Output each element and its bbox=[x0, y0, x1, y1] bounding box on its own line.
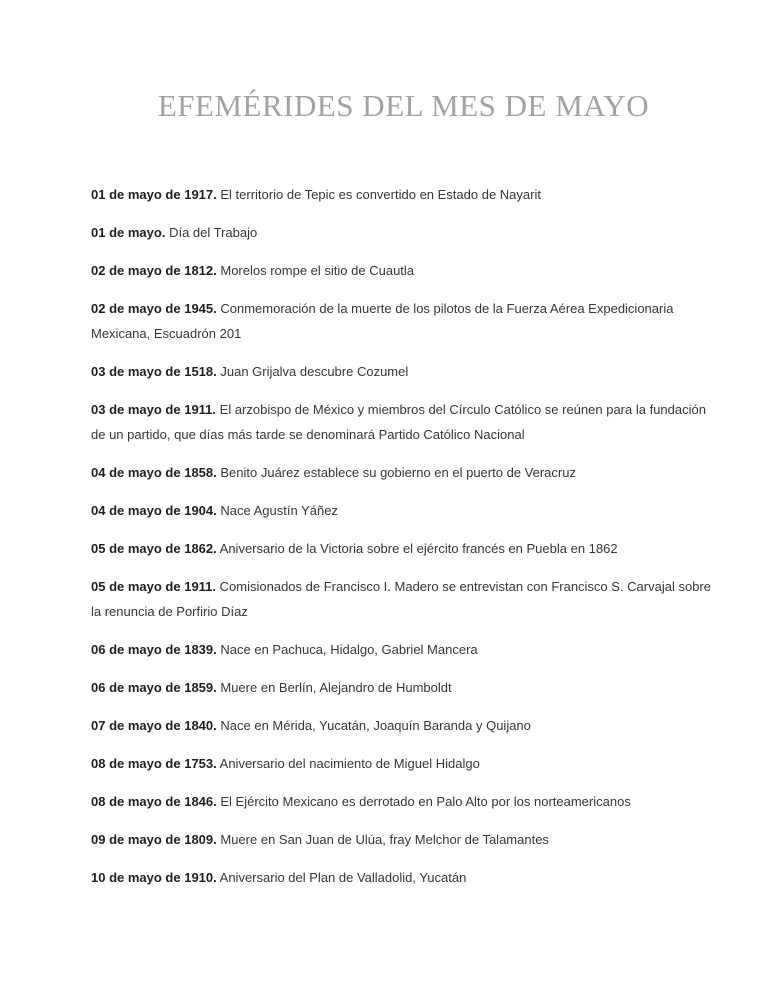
event-description: Comisionados de Francisco I. Madero se entrevistan con Francisco S. Carvajal sobre la renuncia de Porfirio Díaz bbox=[91, 579, 711, 619]
event-date: 07 de mayo de 1840. bbox=[91, 718, 217, 733]
list-item bbox=[91, 460, 716, 485]
list-item bbox=[91, 751, 716, 776]
event-date: 06 de mayo de 1839. bbox=[91, 642, 217, 657]
event-description: El territorio de Tepic es convertido en Estado de Nayarit bbox=[220, 187, 541, 202]
event-date: 09 de mayo de 1809. bbox=[91, 832, 217, 847]
list-item bbox=[91, 675, 716, 700]
event-date: 04 de mayo de 1858. bbox=[91, 465, 217, 480]
event-description: Morelos rompe el sitio de Cuautla bbox=[220, 263, 415, 278]
event-description: El arzobispo de México y miembros del Círculo Católico se reúnen para la fundación de un partido, que días más tarde se denominará Partido Católico Nacional bbox=[91, 402, 706, 442]
list-item bbox=[91, 789, 716, 814]
event-description: Juan Grijalva descubre Cozumel bbox=[220, 364, 409, 379]
event-description: Día del Trabajo bbox=[169, 225, 258, 240]
event-date: 08 de mayo de 1753. bbox=[91, 756, 217, 771]
event-description: El Ejército Mexicano es derrotado en Palo Alto por los norteamericanos bbox=[220, 794, 631, 809]
event-description: Muere en Berlín, Alejandro de Humboldt bbox=[220, 680, 452, 695]
list-item bbox=[91, 637, 716, 662]
list-item bbox=[91, 498, 716, 523]
list-item bbox=[91, 536, 716, 561]
event-description: Conmemoración de la muerte de los pilotos de la Fuerza Aérea Expedicionaria Mexicana, Escuadrón 201 bbox=[91, 301, 674, 341]
event-date: 10 de mayo de 1910. bbox=[91, 870, 217, 885]
event-date: 02 de mayo de 1945. bbox=[91, 301, 217, 316]
list-item bbox=[91, 574, 716, 624]
event-date: 02 de mayo de 1812. bbox=[91, 263, 217, 278]
event-description: Nace en Pachuca, Hidalgo, Gabriel Mancera bbox=[220, 642, 478, 657]
list-item bbox=[91, 827, 716, 852]
list-item bbox=[91, 713, 716, 738]
event-date: 06 de mayo de 1859. bbox=[91, 680, 217, 695]
event-description: Nace Agustín Yáñez bbox=[220, 503, 338, 518]
event-description: Muere en San Juan de Ulúa, fray Melchor de Talamantes bbox=[220, 832, 549, 847]
event-date: 03 de mayo de 1911. bbox=[91, 402, 217, 417]
event-description: Aniversario del nacimiento de Miguel Hidalgo bbox=[219, 756, 480, 771]
page-title: EFEMÉRIDES DEL MES DE MAYO bbox=[157, 88, 650, 123]
event-description: Aniversario del Plan de Valladolid, Yucatán bbox=[219, 870, 467, 885]
event-date: 05 de mayo de 1911. bbox=[91, 579, 217, 594]
list-item bbox=[91, 296, 716, 346]
event-description: Benito Juárez establece su gobierno en el puerto de Veracruz bbox=[220, 465, 576, 480]
list-item bbox=[91, 182, 716, 207]
event-date: 08 de mayo de 1846. bbox=[91, 794, 217, 809]
list-item bbox=[91, 359, 716, 384]
event-description: Nace en Mérida, Yucatán, Joaquín Baranda y Quijano bbox=[220, 718, 531, 733]
ephemerides-list bbox=[91, 182, 716, 890]
list-item bbox=[91, 220, 716, 245]
list-item bbox=[91, 258, 716, 283]
event-date: 05 de mayo de 1862. bbox=[91, 541, 217, 556]
event-date: 01 de mayo. bbox=[91, 225, 166, 240]
event-description: Aniversario de la Victoria sobre el ejército francés en Puebla en 1862 bbox=[219, 541, 618, 556]
event-date: 04 de mayo de 1904. bbox=[91, 503, 217, 518]
list-item bbox=[91, 865, 716, 890]
list-item bbox=[91, 397, 716, 447]
event-date: 01 de mayo de 1917. bbox=[91, 187, 217, 202]
event-date: 03 de mayo de 1518. bbox=[91, 364, 217, 379]
